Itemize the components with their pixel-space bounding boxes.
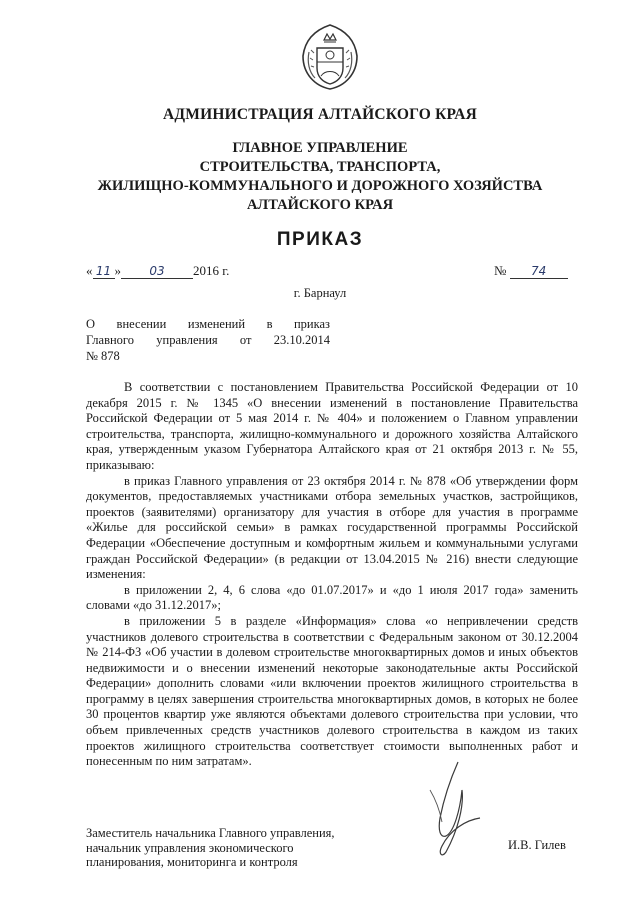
subject-line: № 878 [86,349,120,363]
document-type-title: ПРИКАЗ [276,229,364,250]
department-line: СТРОИТЕЛЬСТВА, ТРАНСПОРТА, [199,159,441,175]
order-month: 03 [121,264,193,279]
order-number [494,263,568,279]
order-year: 2016 г. [193,263,230,278]
administration-title: АДМИНИСТРАЦИЯ АЛТАЙСКОГО КРАЯ [162,106,478,123]
signatory-name: И.В. Гилев [508,838,566,852]
order-day: 11 [93,264,115,279]
department-line: ЖИЛИЩНО-КОММУНАЛЬНОГО И ДОРОЖНОГО ХОЗЯЙСТВА [97,178,543,194]
number-label: № [494,263,507,278]
department-line: АЛТАЙСКОГО КРАЯ [246,197,394,213]
order-number-value: 74 [510,264,568,279]
subject-line: Главного управления от 23.10.2014 [86,333,330,347]
department-line: ГЛАВНОЕ УПРАВЛЕНИЕ [232,140,408,156]
coat-of-arms-icon [297,22,363,92]
body-paragraph: в приложении 5 в разделе «Информация» слова «о непривлечении средств участников долевого строительства в соответствии с Федеральным законом от 30.12.2004 № 214-ФЗ «Об участии в долевом строительстве многоквартирных домов и иных объектов недвижимости и о внесении изменений некоторые законодательные акты Российской Федерации» дополнить словами «или включении проектов жилищного строительства в программу в целях завершения строительства многоквартирных домов, в которых не более 30 процентов квартир уже являются объектами долевого строительства при условии, что объем привлеченных средств участников долевого строительства в каждом из таких проектов жилищного строительства соответствует стоимости выполненных работ и понесенным по ним затратам». [86,613,578,769]
quote-open: « [86,263,93,278]
quote-close: » [114,263,121,278]
signatory-title: Заместитель начальника Главного управления, начальник управления экономического планирования, мониторинга и контроля [86,826,335,869]
subject-line: О внесении изменений в приказ [86,317,330,331]
department-name [0,139,640,215]
city: г. Барнаул [293,286,347,300]
handwritten-signature-icon [400,760,510,860]
body-paragraph: В соответствии с постановлением Правительства Российской Федерации от 10 декабря 2015 г. № 1345 «О внесении изменений в постановление Правительства Российской Федерации от 5 мая 2014 г. № 404» и положением о Главном управлении строительства, транспорта, жилищно-коммунального и дорожного хозяйства Алтайского края, утвержденным указом Губернатора Алтайского края от 21 октября 2013 г. № 55, приказываю: [86,380,578,472]
order-date [86,263,229,279]
order-body [86,380,578,770]
order-subject [86,316,330,364]
body-paragraph: в приказ Главного управления от 23 октября 2014 г. № 878 «Об утверждении форм документов, предоставляемых участниками отбора земельных участков, застройщиков, проектов (заявителями) организатору для участия в отборе для участия в программе «Жилье для российской семьи» в рамках государственной программы Российской Федерации «Обеспечение доступным и комфортным жильем и коммунальными услугами граждан Российской Федерации» (в редакции от 13.04.2015 № 216) внести следующие изменения: [86,473,578,582]
body-paragraph: в приложении 2, 4, 6 слова «до 01.07.2017» и «до 1 июля 2017 года» заменить словами «до 31.12.2017»; [86,582,578,613]
